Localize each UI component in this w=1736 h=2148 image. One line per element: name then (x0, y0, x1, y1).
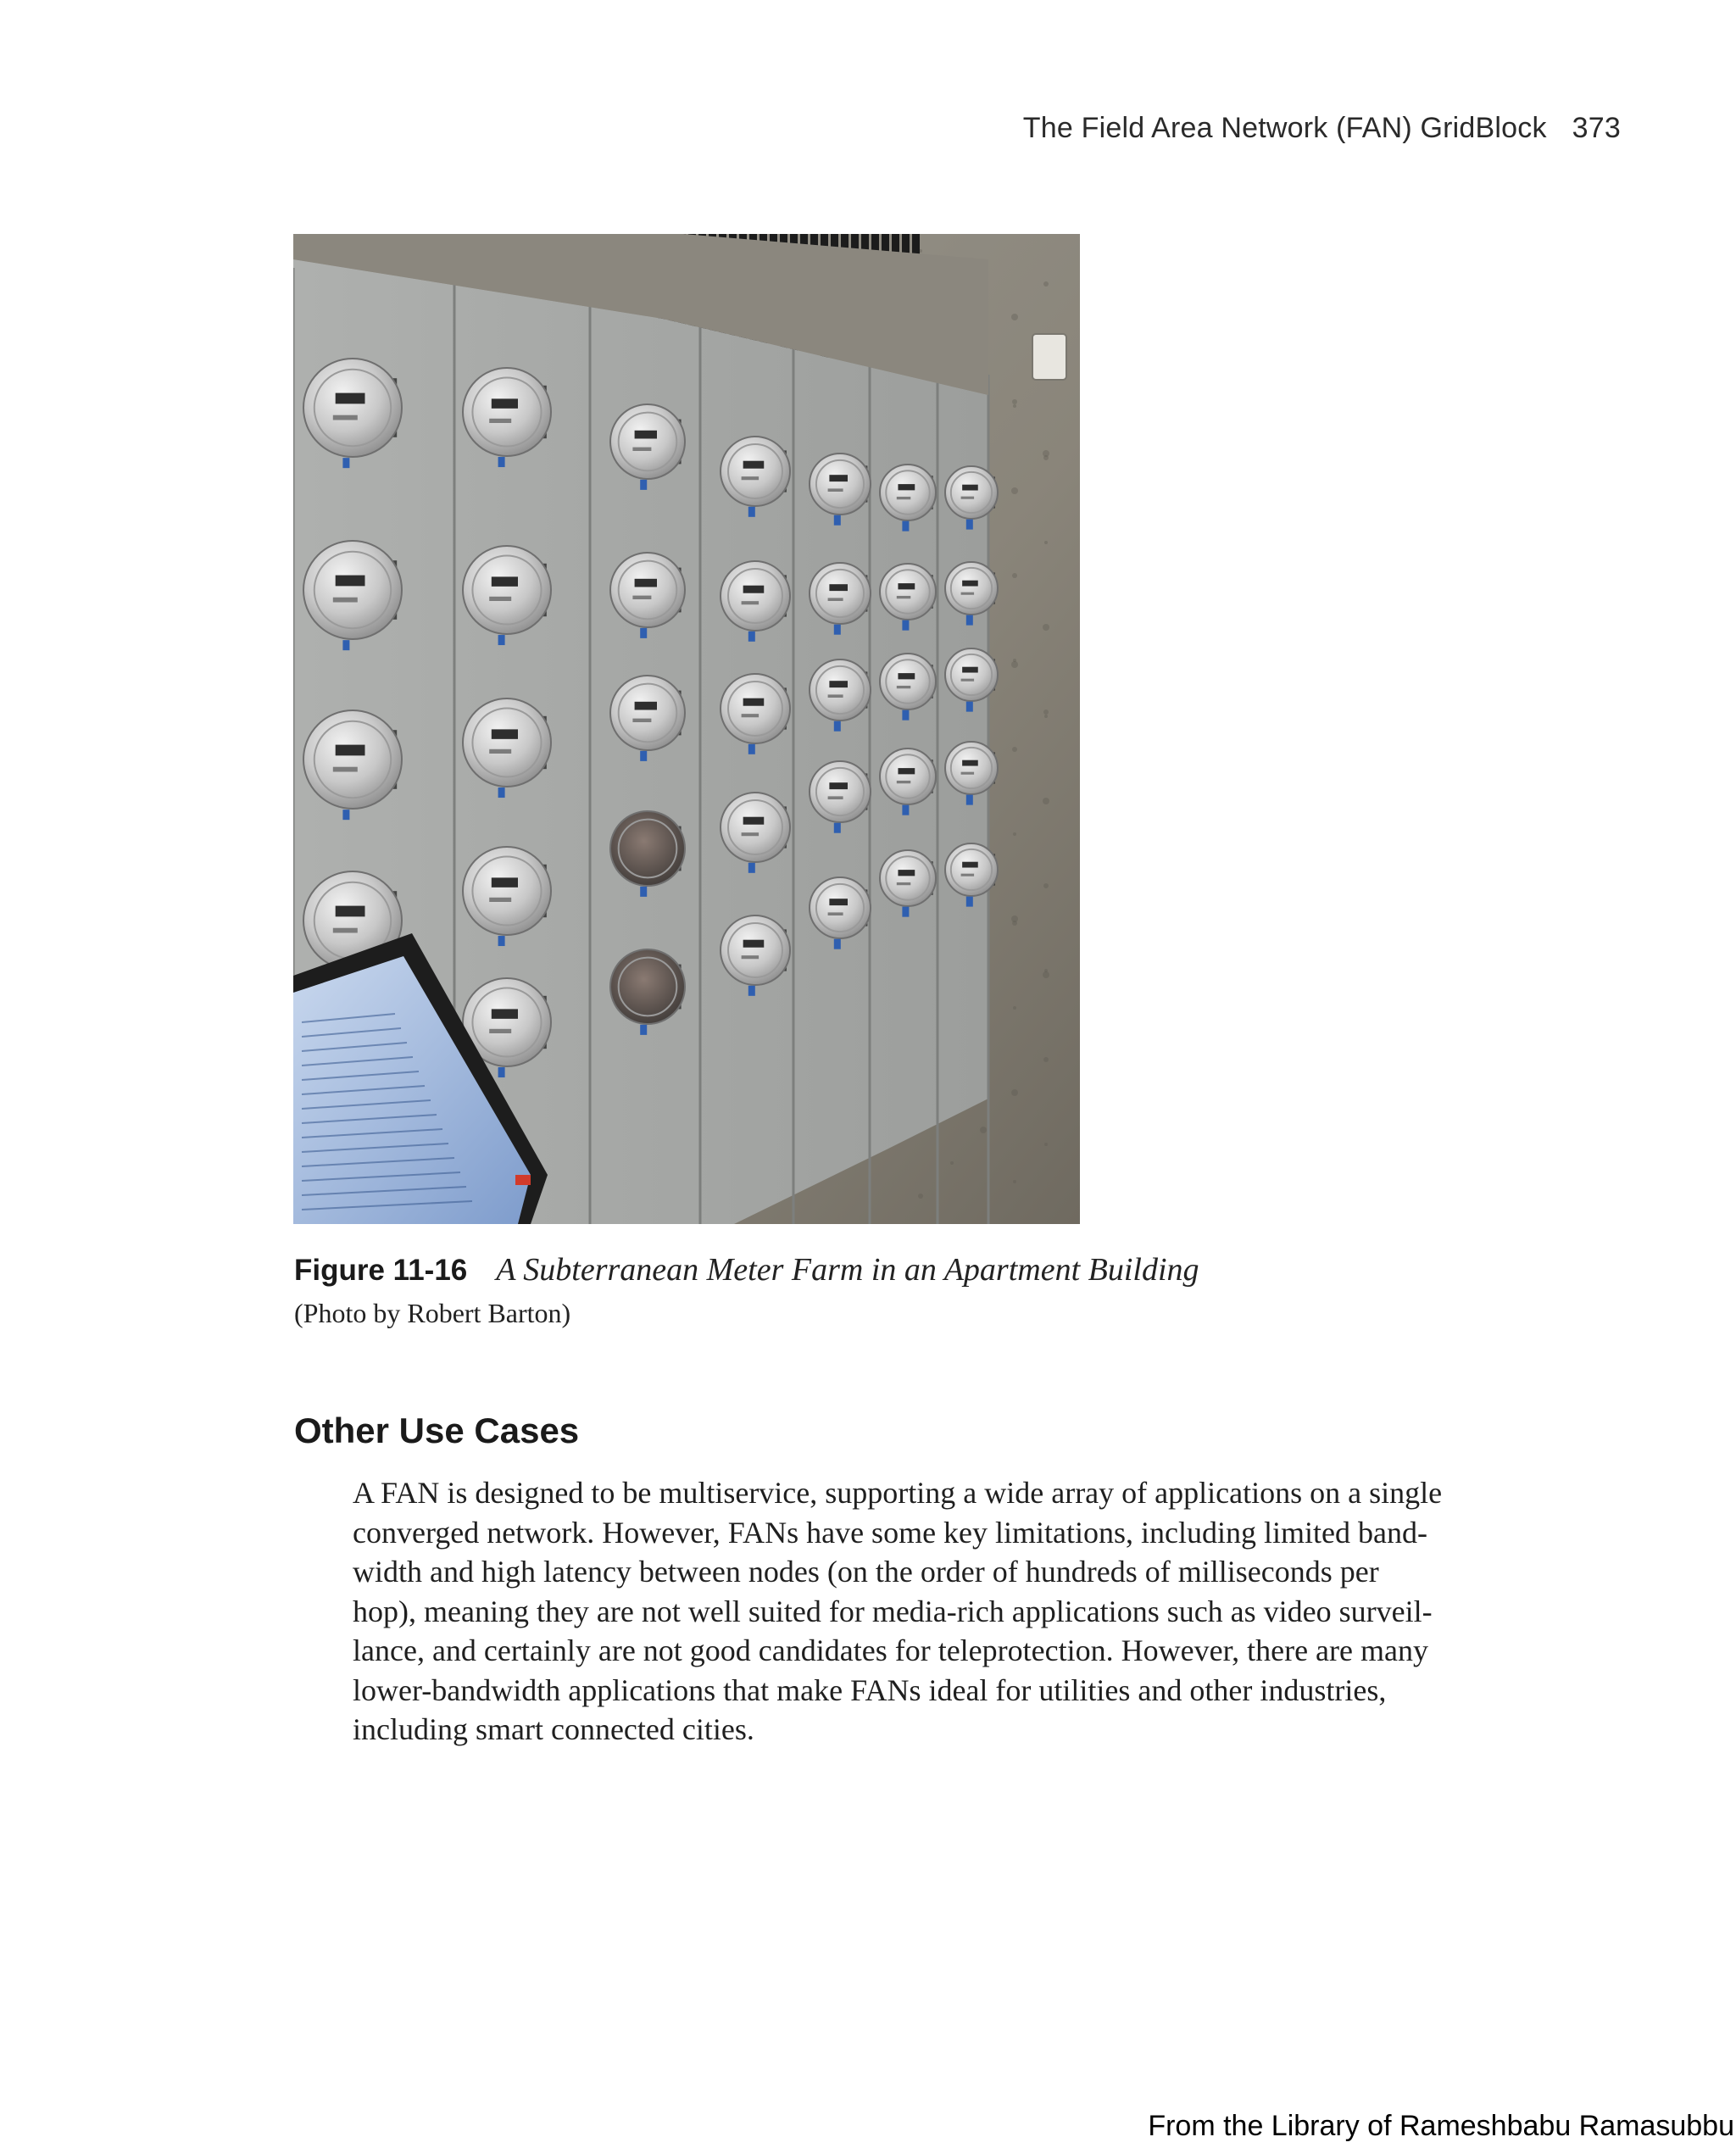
paragraph-line: converged network. However, FANs have some key limitations, including limited band- (353, 1515, 1427, 1550)
running-title: The Field Area Network (FAN) GridBlock (1022, 112, 1547, 144)
paragraph-line: lance, and certainly are not good candidates for teleprotection. However, there are many (353, 1633, 1428, 1667)
figure-photo (293, 234, 1080, 1224)
body-paragraph (353, 1473, 1514, 1750)
paragraph-line: width and high latency between nodes (on the order of hundreds of milliseconds per (353, 1555, 1379, 1589)
paragraph-line: including smart connected cities. (353, 1712, 754, 1746)
meter-farm-photo (293, 234, 1080, 1224)
paragraph-line: hop), meaning they are not well suited for media-rich applications such as video surveil- (353, 1594, 1433, 1628)
section-heading: Other Use Cases (294, 1411, 580, 1450)
wall-switch-box (1032, 334, 1066, 380)
paragraph-line: A FAN is designed to be multiservice, supporting a wide array of applications on a single (353, 1476, 1443, 1510)
running-head (1023, 112, 1621, 145)
figure-title: A Subterranean Meter Farm in an Apartment Building (496, 1252, 1199, 1288)
screen-status-indicator (515, 1175, 531, 1185)
page-number: 373 (1572, 112, 1621, 144)
paragraph-line: lower-bandwidth applications that make FANs ideal for utilities and other industries, (353, 1672, 1387, 1707)
figure-caption (294, 1251, 1199, 1288)
library-footer: From the Library of Rameshbabu Ramasubbu (1148, 2110, 1734, 2142)
figure-label: Figure 11-16 (294, 1254, 468, 1287)
photo-credit: (Photo by Robert Barton) (294, 1298, 571, 1328)
